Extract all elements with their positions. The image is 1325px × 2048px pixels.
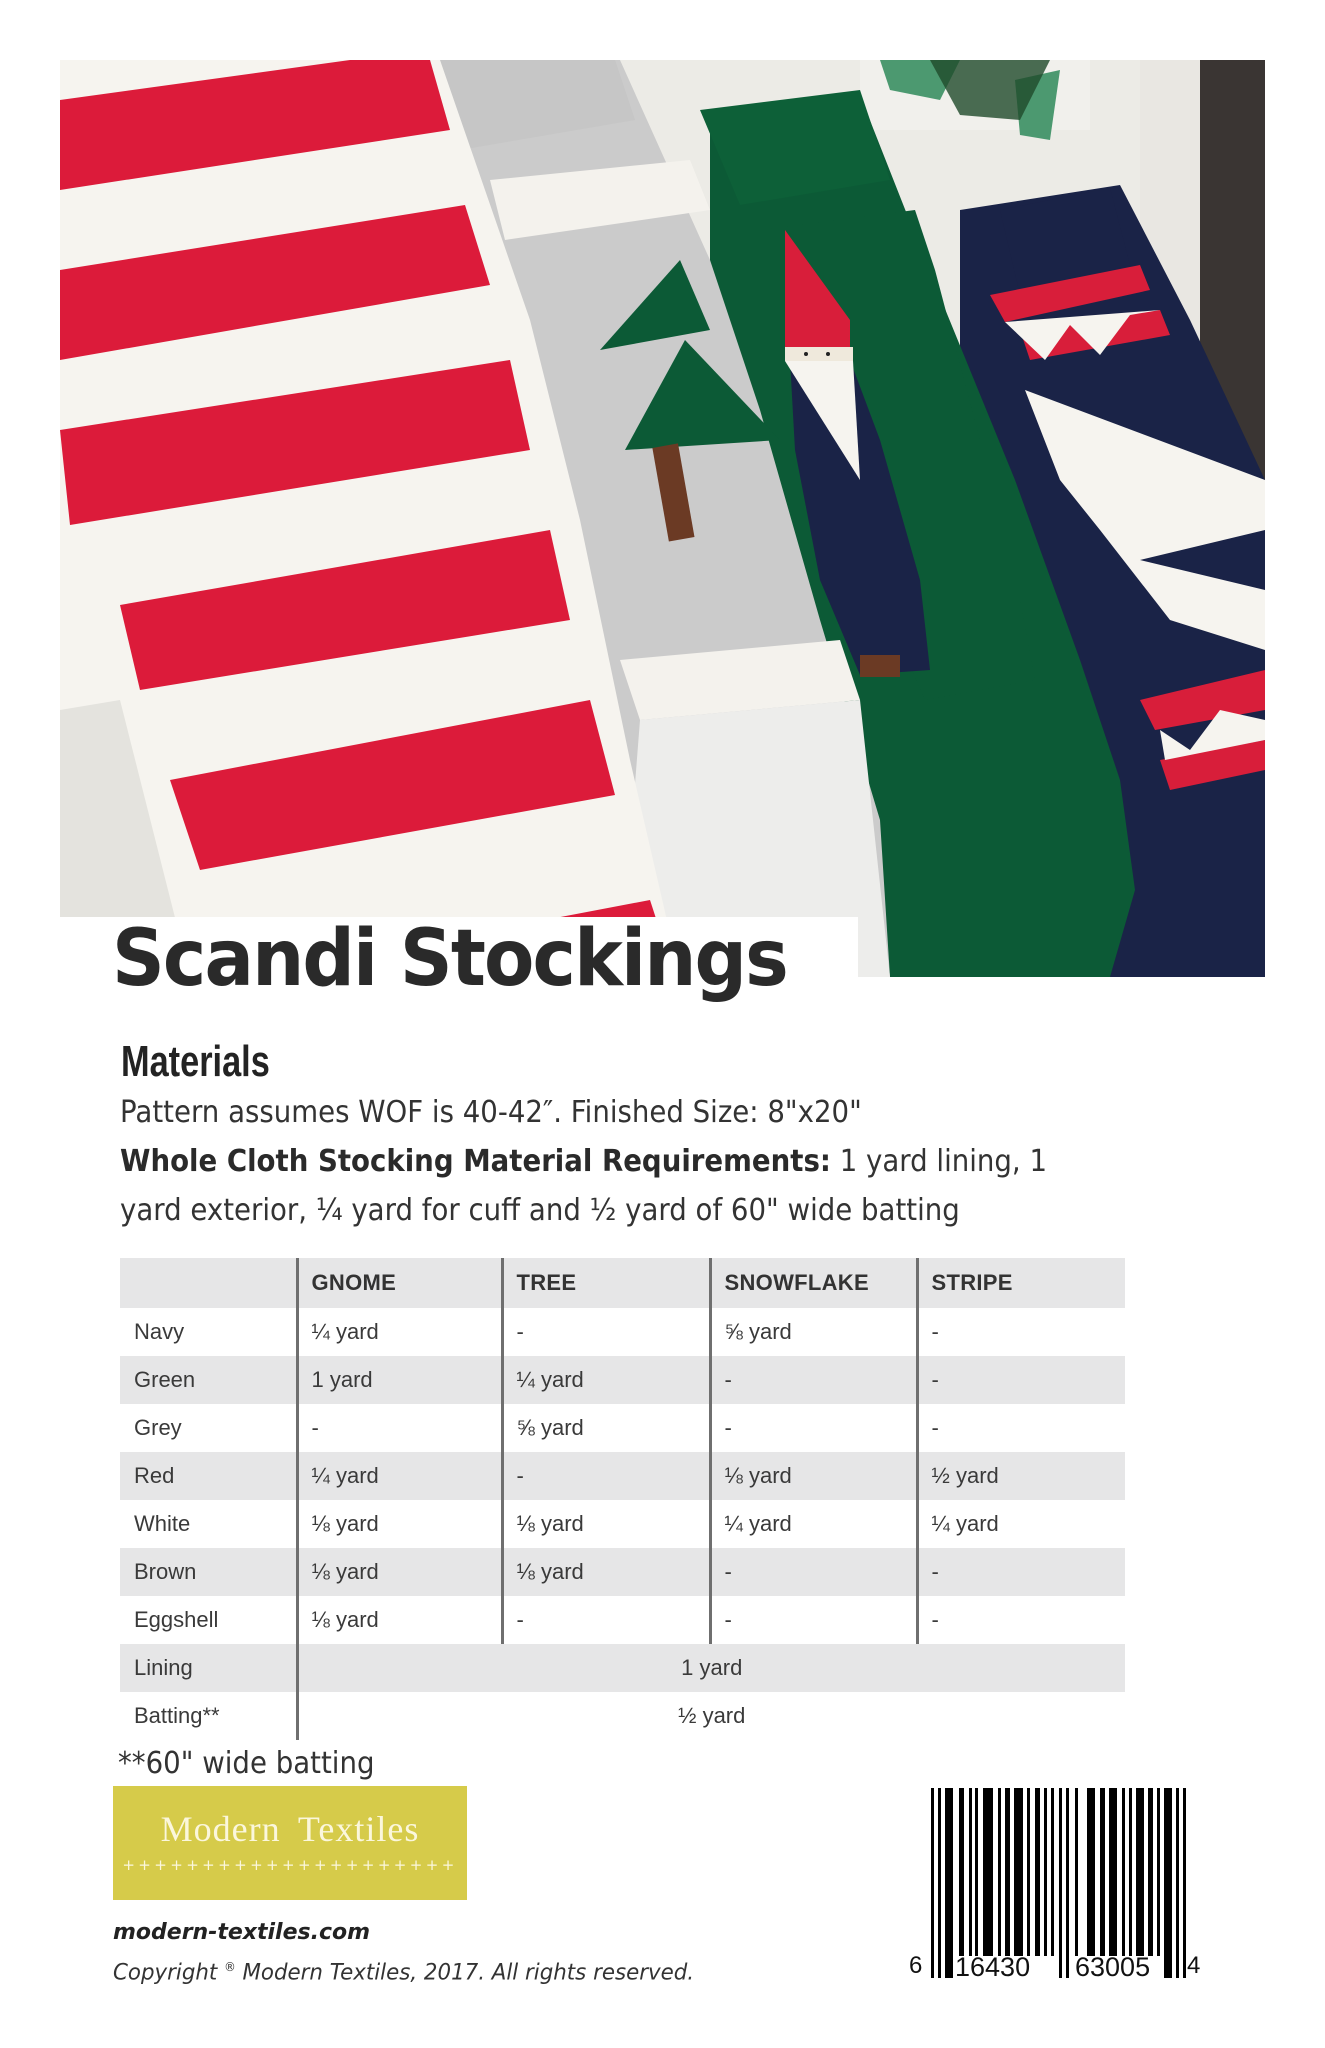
- cell-stripe: ¼ yard: [917, 1500, 1125, 1548]
- cell-all-designs: ½ yard: [297, 1692, 1125, 1740]
- column-header-snowflake: SNOWFLAKE: [710, 1258, 917, 1308]
- barcode-left-group: 16430: [955, 1952, 1031, 1982]
- logo-plus-ornament: +++++++++++++++++++++: [122, 1856, 458, 1874]
- cell-gnome: ¼ yard: [297, 1452, 502, 1500]
- row-label: Navy: [134, 1319, 185, 1344]
- website-link[interactable]: modern-textiles.com: [113, 1920, 371, 1945]
- barcode-check-digit: 4: [1187, 1952, 1201, 1979]
- logo-wordmark: Modern Textiles: [160, 1809, 420, 1849]
- row-label: Batting**: [134, 1703, 220, 1728]
- table-header-row: [120, 1258, 1125, 1308]
- table-row-grey: [120, 1404, 1125, 1452]
- table-row-batting: [120, 1692, 1125, 1740]
- cell-gnome: ⅛ yard: [297, 1596, 502, 1644]
- column-header-tree: TREE: [502, 1258, 710, 1308]
- cell-tree: ⅛ yard: [502, 1500, 710, 1548]
- cell-gnome: ⅛ yard: [297, 1548, 502, 1596]
- cell-tree: ⅛ yard: [502, 1548, 710, 1596]
- copyright-prefix: Copyright: [113, 1960, 225, 1986]
- cell-snowflake: ⅝ yard: [710, 1308, 917, 1356]
- table-row-white: [120, 1500, 1125, 1548]
- materials-table: [120, 1258, 1125, 1740]
- barcode-first-digit: 6: [909, 1952, 923, 1979]
- cell-stripe: -: [917, 1356, 1125, 1404]
- upc-barcode: [905, 1782, 1205, 1982]
- cell-tree: -: [502, 1452, 710, 1500]
- requirements-line: [120, 1144, 1048, 1179]
- copyright-notice: [113, 1960, 694, 1985]
- column-header-gnome: GNOME: [297, 1258, 502, 1308]
- cell-snowflake: -: [710, 1596, 917, 1644]
- cell-gnome: ⅛ yard: [297, 1500, 502, 1548]
- cell-tree: -: [502, 1308, 710, 1356]
- requirements-label: Whole Cloth Stocking Material Requirements:: [120, 1144, 831, 1179]
- column-header-blank: [120, 1258, 297, 1308]
- row-label: Green: [120, 1356, 297, 1404]
- barcode-bars-icon: [905, 1782, 1205, 1982]
- cell-snowflake: ¼ yard: [710, 1500, 917, 1548]
- table-row-navy: [120, 1308, 1125, 1356]
- table-row-eggshell: [120, 1596, 1125, 1644]
- cell-gnome: -: [297, 1404, 502, 1452]
- registered-icon: ®: [224, 1960, 236, 1974]
- barcode-right-group: 63005: [1075, 1952, 1151, 1982]
- cell-stripe: -: [917, 1404, 1125, 1452]
- table-row-lining: [120, 1644, 1125, 1692]
- column-header-stripe: STRIPE: [917, 1258, 1125, 1308]
- cell-tree: ¼ yard: [502, 1356, 710, 1404]
- cell-stripe: -: [917, 1548, 1125, 1596]
- cell-stripe: ½ yard: [917, 1452, 1125, 1500]
- requirements-text: 1 yard lining, 1: [830, 1144, 1048, 1179]
- row-label: Brown: [120, 1548, 297, 1596]
- batting-footnote: **60" wide batting: [118, 1746, 375, 1781]
- cell-all-designs: 1 yard: [297, 1644, 1125, 1692]
- cell-gnome: ¼ yard: [297, 1308, 502, 1356]
- materials-heading: Materials: [121, 1037, 270, 1086]
- page-title: Scandi Stockings: [112, 914, 787, 1004]
- row-label: Lining: [120, 1644, 297, 1692]
- requirements-line-continued: yard exterior, ¼ yard for cuff and ½ yard of 60" wide batting: [120, 1193, 960, 1228]
- modern-textiles-logo: [113, 1786, 467, 1900]
- cell-stripe: -: [917, 1596, 1125, 1644]
- row-label: White: [134, 1511, 191, 1536]
- copyright-text: Modern Textiles, 2017. All rights reserved.: [235, 1960, 695, 1986]
- row-label: Red: [120, 1452, 297, 1500]
- cell-snowflake: -: [710, 1356, 917, 1404]
- cell-snowflake: -: [710, 1404, 917, 1452]
- stockings-photo: [60, 60, 1265, 977]
- cell-tree: -: [502, 1596, 710, 1644]
- cell-gnome: 1 yard: [297, 1356, 502, 1404]
- row-label: Eggshell: [134, 1607, 219, 1632]
- table-row-red: [120, 1452, 1125, 1500]
- table-row-green: [120, 1356, 1125, 1404]
- cell-stripe: -: [917, 1308, 1125, 1356]
- wof-finished-size-text: Pattern assumes WOF is 40-42″. Finished Size: 8"x20": [120, 1095, 862, 1130]
- cell-snowflake: -: [710, 1548, 917, 1596]
- cell-snowflake: ⅛ yard: [710, 1452, 917, 1500]
- cell-tree: ⅝ yard: [502, 1404, 710, 1452]
- row-label: Grey: [134, 1415, 182, 1440]
- table-row-brown: [120, 1548, 1125, 1596]
